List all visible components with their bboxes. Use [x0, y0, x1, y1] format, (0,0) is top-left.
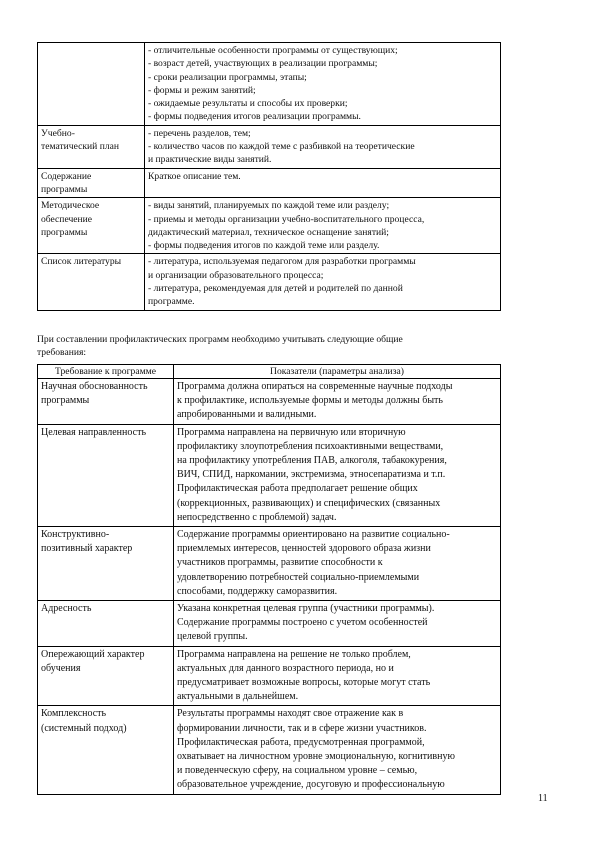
content-line: Указана конкретная целевая группа (участники программы). [177, 603, 435, 615]
row-content [145, 198, 501, 254]
content-line: - виды занятий, планируемых по каждой теме или разделу; [148, 200, 390, 212]
label-line: обеспечение [41, 213, 93, 225]
label-line: обучения [41, 662, 81, 674]
content-line: - литература, используемая педагогом для разработки программы [148, 256, 416, 268]
page-number: 11 [538, 793, 548, 804]
row-content [174, 424, 501, 526]
row-content [145, 254, 501, 310]
content-line: - литература, рекомендуемая для детей и родителей по данной [148, 283, 403, 295]
table-row [38, 706, 501, 794]
label-line: программы [41, 226, 88, 238]
row-label [38, 706, 174, 794]
header-indicators: Показатели (параметры анализа) [174, 365, 501, 379]
row-label [38, 424, 174, 526]
content-line: - формы и режим занятий; [148, 84, 256, 96]
content-line: - ожидаемые результаты и способы их проверки; [148, 98, 348, 110]
content-line: апробированными и валидными. [177, 409, 317, 421]
row-label [38, 198, 145, 254]
row-label [38, 168, 145, 198]
content-line: Содержание программы построено с учетом особенностей [177, 617, 428, 629]
header-requirement: Требование к программе [38, 365, 174, 379]
content-line: Результаты программы находят свое отражение как в [177, 708, 404, 720]
content-line: (коррекционных, развивающих) и специфических (связанных [177, 497, 441, 509]
content-line: - возраст детей, участвующих в реализации программы; [148, 58, 378, 70]
row-content [174, 601, 501, 647]
content-line: Содержание программы ориентировано на развитие социально- [177, 529, 450, 541]
label-line: программы [41, 183, 88, 195]
label-line: Научная обоснованность [41, 381, 148, 392]
content-line: Профилактическая работа предполагает решение общих [177, 483, 418, 495]
content-line: - перечень разделов, тем; [148, 127, 251, 139]
content-line: предусматривает возможные вопросы, которые могут стать [177, 677, 431, 689]
content-line: и поведенческую сферу, на социальном уровне – семью, [177, 765, 418, 777]
row-label [38, 254, 145, 310]
content-line: Профилактическая работа, предусмотренная программой, [177, 736, 425, 748]
content-line: - формы подведения итогов по каждой теме или разделу. [148, 240, 380, 252]
row-content [174, 646, 501, 706]
table-row [38, 254, 501, 310]
table-row [38, 646, 501, 706]
content-line: участников программы, развитие способности к [177, 557, 383, 569]
table-row [38, 379, 501, 425]
row-label [38, 125, 145, 168]
content-line: непосредственно с проблемой) задач. [177, 511, 337, 523]
row-label [38, 379, 174, 425]
label-line: Конструктивно- [41, 529, 110, 541]
table-row [38, 168, 501, 198]
content-line: образовательное учреждение, досуговую и профессиональную [177, 779, 445, 791]
content-line: - приемы и методы организации учебно-воспитательного процесса, [148, 213, 425, 225]
content-line: Программа направлена на первичную или вторичную [177, 426, 406, 438]
label-line: (системный подход) [41, 722, 127, 734]
row-label [38, 43, 145, 126]
row-label [38, 527, 174, 601]
label-line: позитивный характер [41, 543, 133, 555]
content-line: на профилактику употребления ПАВ, алкоголя, табакокурения, [177, 455, 447, 467]
row-label [38, 601, 174, 647]
table-row [38, 43, 501, 126]
content-line: - формы подведения итогов реализации программы. [148, 111, 361, 123]
table-row [38, 527, 501, 601]
table-row [38, 601, 501, 647]
content-line: Программа направлена на решение не только проблем, [177, 648, 411, 660]
label-line: Список литературы [41, 256, 122, 268]
row-content [174, 527, 501, 601]
label-line: тематический план [41, 141, 120, 153]
row-content [145, 168, 501, 198]
row-content [174, 706, 501, 794]
table-row [38, 424, 501, 526]
label-line: Опережающий характер [41, 648, 145, 660]
row-content [145, 43, 501, 126]
table-row [38, 125, 501, 168]
row-label [38, 646, 174, 706]
content-line: профилактику злоупотребления психоактивными веществами, [177, 440, 444, 452]
requirements-table [37, 364, 501, 795]
table-header-row [38, 365, 501, 379]
content-line: актуальных для данного возрастного периода, но и [177, 662, 394, 674]
content-line: программе. [148, 296, 195, 308]
content-line: - количество часов по каждой теме с разбивкой на теоретические [148, 141, 415, 153]
content-line: Программа должна опираться на современные научные подходы [177, 381, 453, 392]
row-content [174, 379, 501, 425]
content-line: и организации образовательного процесса; [148, 269, 324, 281]
content-line: актуальными в дальнейшем. [177, 691, 299, 703]
content-line: удовлетворению потребностей социально-приемлемыми [177, 571, 420, 583]
content-line: ВИЧ, СПИД, наркомании, экстремизма, этносепаратизма и т.п. [177, 469, 446, 481]
intro-line: требования: [37, 346, 87, 358]
content-line: - сроки реализации программы, этапы; [148, 71, 307, 83]
table-row [38, 198, 501, 254]
content-line: способами, поддержку саморазвития. [177, 585, 338, 597]
content-line: целевой группы. [177, 631, 248, 643]
content-line: охватывает на личностном уровне эмоциональную, когнитивную [177, 751, 455, 763]
content-line: - отличительные особенности программы от существующих; [148, 45, 398, 56]
program-structure-table [37, 42, 501, 311]
content-line: и практические виды занятий. [148, 154, 272, 166]
intro-line: При составлении профилактических программ необходимо учитывать следующие общие [37, 334, 403, 345]
content-line: дидактический материал, техническое оснащение занятий; [148, 226, 389, 238]
label-line: Целевая направленность [41, 426, 147, 438]
requirements-intro [37, 334, 507, 359]
label-line: Методическое [41, 200, 100, 212]
label-line: программы [41, 395, 90, 407]
label-line: Адресность [41, 603, 92, 615]
content-line: приемлемых интересов, ценностей здорового образа жизни [177, 543, 431, 555]
label-line: Учебно- [41, 127, 75, 139]
row-content [145, 125, 501, 168]
content-line: формировании личности, так и в сфере жизни участников. [177, 722, 427, 734]
label-line: Содержание [41, 170, 92, 182]
content-line: к профилактике, используемые формы и методы должны быть [177, 395, 443, 407]
content-line: Краткое описание тем. [148, 170, 241, 182]
label-line: Комплексность [41, 708, 107, 720]
